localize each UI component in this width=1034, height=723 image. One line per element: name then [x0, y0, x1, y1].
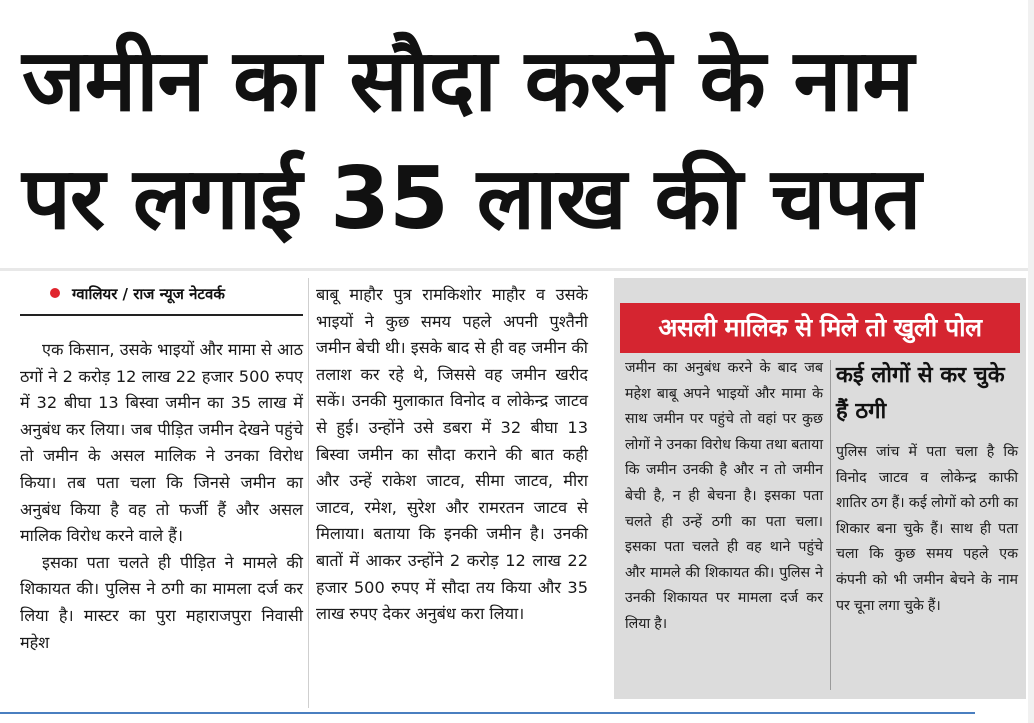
dateline-text: ग्वालियर / राज न्यूज नेटवर्क [72, 285, 225, 303]
sidebar-column-2 [836, 440, 1018, 619]
headline-line-1: जमीन का सौदा करने के नाम [22, 31, 914, 131]
article-column-2 [316, 282, 588, 628]
headline-line-2: पर लगाई 35 लाख की चपत [22, 149, 921, 249]
dateline [50, 284, 225, 304]
bullet-dot-icon [50, 288, 60, 298]
dateline-rule [20, 314, 303, 316]
headline-rule [0, 268, 1034, 271]
sidebar-banner: असली मालिक से मिले तो खुली पोल [620, 303, 1020, 353]
article-paragraph-2: इसका पता चलते ही पीड़ित ने मामले की शिकायत की। पुलिस ने ठगी का मामला दर्ज कर लिया है। मास्टर का पुरा महाराजपुरा निवासी महेश [20, 552, 303, 652]
page-edge [1028, 0, 1034, 723]
sidebar-text-1: जमीन का अनुबंध करने के बाद जब महेश बाबू अपने भाइयों और मामा के साथ जमीन पर पहुंचे तो वहां पर कुछ लोगों ने उनका विरोध किया तथा बताया कि जमीन उनकी है और न तो जमीन बेची है, न ही बेचना है। इसका पता चलते ही उन्हें ठगी का पता चला। इसका पता चलते ही वह थाने पहुंचे और मामले की शिकायत की। पुलिस ने उनकी शिकायत पर मामला दर्ज कर लिया है। [625, 360, 823, 632]
article-paragraph-1: एक किसान, उसके भाइयों और मामा से आठ ठगों ने 2 करोड़ 12 लाख 22 हजार 500 रुपए में 32 बीघा 13 बिस्वा जमीन का 35 लाख में अनुबंध कर लिया। जब पीड़ित जमीन देखने पहुंचे तो जमीन के असल मालिक ने उनका विरोध किया। तब पता चला कि जिनसे जमीन का अनुबंध किया है वह तो फर्जी हैं और असल मालिक विरोध करने वाले हैं। [20, 340, 303, 546]
sidebar-subhead: कई लोगों से कर चुके हैं ठगी [836, 363, 1005, 424]
bottom-rule [0, 712, 975, 714]
sidebar-column-1 [625, 356, 823, 638]
sidebar-text-2: पुलिस जांच में पता चला है कि विनोद जाटव व लोकेन्द्र काफी शातिर ठग हैं। कई लोगों को ठगी का शिकार बना चुके हैं। साथ ही पता चला कि कुछ समय पहले एक कंपनी को भी जमीन बेचने के नाम पर चूना लगा चुके हैं। [836, 444, 1018, 614]
sidebar-divider [830, 360, 831, 690]
headline [22, 22, 1017, 258]
article-column-1 [20, 337, 303, 656]
column-divider [308, 278, 309, 708]
article-paragraph-3: बाबू माहौर पुत्र रामकिशोर माहौर व उसके भाइयों ने कुछ समय पहले अपनी पुश्तैनी जमीन बेची थी। इसके बाद से ही वह जमीन की तलाश कर रहे थे, जिससे वह जमीन खरीद सकें। उनकी मुलाकात विनोद व लोकेन्द्र जाटव से हुई। उन्होंने उसे डबरा में 32 बीघा 13 बिस्वा जमीन का सौदा कराने की बात कही और उन्हें राकेश जाटव, सीमा जाटव, मीरा जाटव, रमेश, सुरेश और रामरतन जाटव से मिलाया। बताया कि इनकी जमीन है। उनकी बातों में आकर उन्होंने 2 करोड़ 12 लाख 22 हजार 500 रुपए में सौदा तय किया और 35 लाख रुपए देकर अनुबंध करा लिया। [316, 285, 588, 624]
